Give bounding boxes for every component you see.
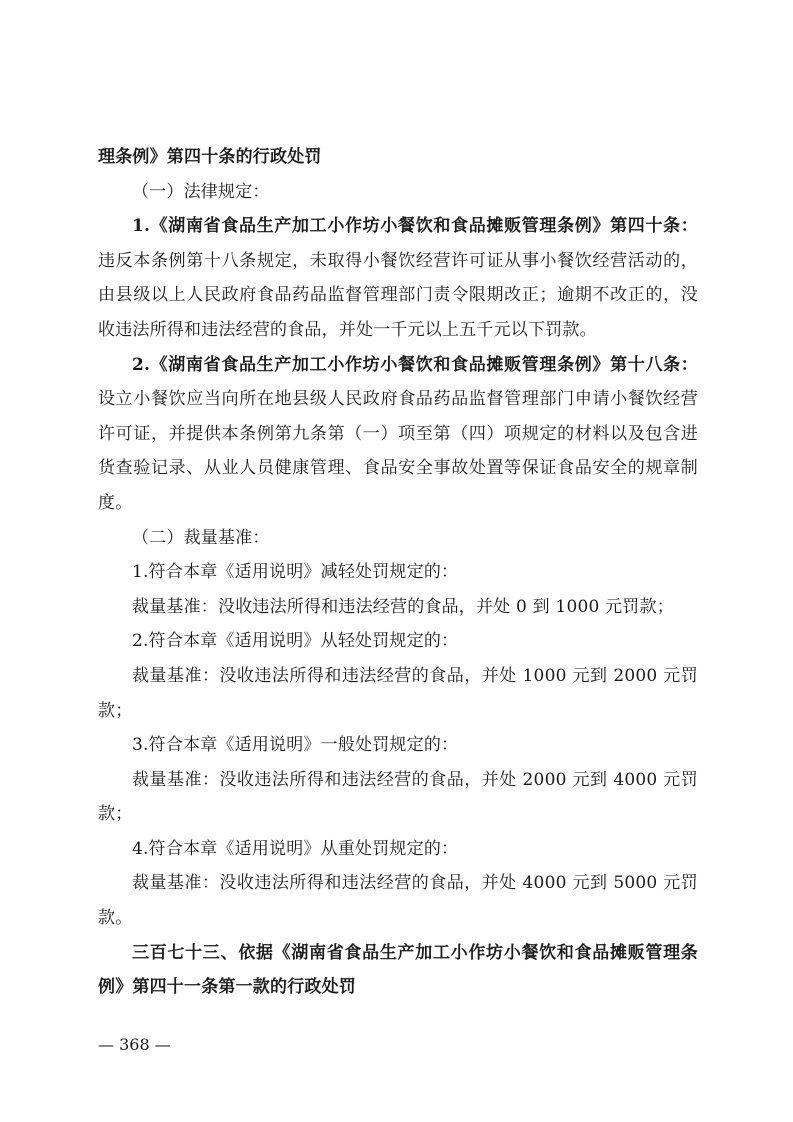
legal-provisions-heading: （一）法律规定： (132, 181, 270, 202)
article-40-title: 1.《湖南省食品生产加工小作坊小餐饮和食品摊贩管理条例》第四十条： (132, 216, 698, 237)
item-2-condition: 2.符合本章《适用说明》从轻处罚规定的： (132, 631, 459, 652)
document-body (98, 140, 698, 1005)
page-number: — 368 — (98, 1035, 171, 1054)
item-4-condition: 4.符合本章《适用说明》从重处罚规定的： (132, 838, 459, 859)
next-section-heading: 三百七十三、依据《湖南省食品生产加工小作坊小餐饮和食品摊贩管理条例》第四十一条第一款的行政处罚 (98, 942, 698, 998)
item-3-standard: 裁量基准：没收违法所得和违法经营的食品，并处 2000 元到 4000 元罚款； (98, 769, 698, 825)
discretion-standard-heading: （二）裁量基准： (132, 527, 270, 548)
item-1-condition: 1.符合本章《适用说明》减轻处罚规定的： (132, 562, 459, 583)
item-4-standard: 裁量基准：没收违法所得和违法经营的食品，并处 4000 元到 5000 元罚款。 (98, 873, 698, 929)
article-18-paragraph (98, 348, 698, 521)
article-40-text: 违反本条例第十八条规定，未取得小餐饮经营许可证从事小餐饮经营活动的，由县级以上人民政府食品药品监督管理部门责令限期改正；逾期不改正的，没收违法所得和违法经营的食品，并处一千元以上五千元以下罚款。 (98, 250, 698, 340)
item-2-standard: 裁量基准：没收违法所得和违法经营的食品，并处 1000 元到 2000 元罚款； (98, 665, 698, 721)
article-18-title: 2.《湖南省食品生产加工小作坊小餐饮和食品摊贩管理条例》第十八条： (132, 354, 698, 375)
section-heading-continuation: 理条例》第四十条的行政处罚 (98, 147, 322, 167)
item-1-standard: 裁量基准：没收违法所得和违法经营的食品，并处 0 到 1000 元罚款； (132, 596, 674, 617)
item-3-condition: 3.符合本章《适用说明》一般处罚规定的： (132, 735, 459, 756)
article-18-text: 设立小餐饮应当向所在地县级人民政府食品药品监督管理部门申请小餐饮经营许可证，并提供本条例第九条第（一）项至第（四）项规定的材料以及包含进货查验记录、从业人员健康管理、食品安全事故处置等保证食品安全的规章制度。 (98, 389, 698, 513)
article-40-paragraph (98, 209, 698, 347)
